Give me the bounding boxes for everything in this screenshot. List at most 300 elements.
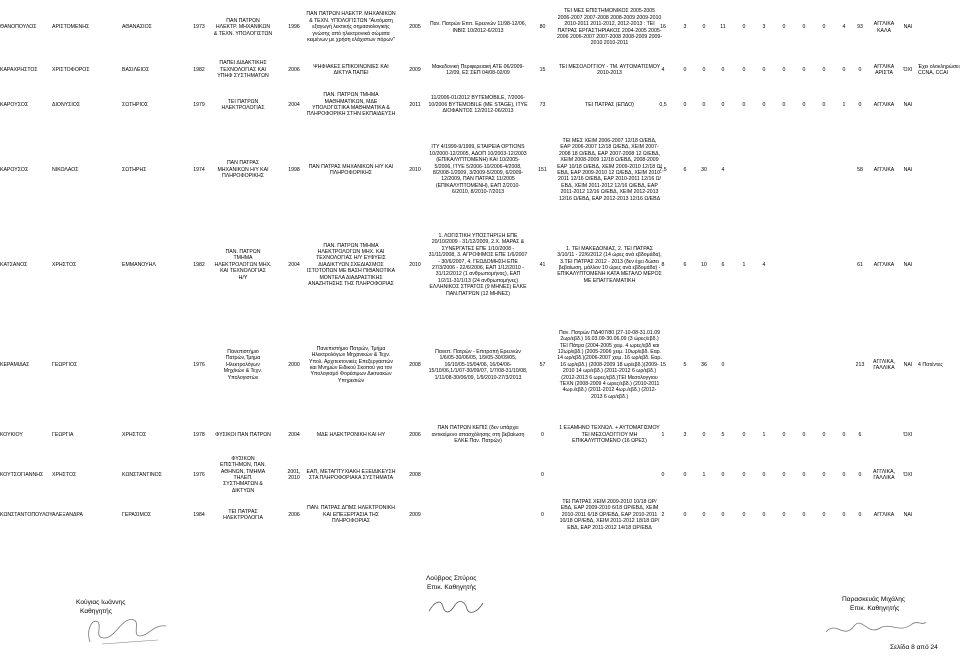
cell-scores-0	[678, 0, 692, 55]
cell-scores-4	[757, 215, 771, 315]
cell-teaching	[557, 415, 662, 455]
cell-teaching	[557, 55, 662, 85]
cell-teaching	[557, 215, 662, 315]
cell-teaching	[557, 85, 662, 125]
cell-text: ΑΡΙΣΤΟΜΕΝΗΣ	[52, 24, 90, 31]
cell-text: 11	[720, 24, 726, 31]
left-signatory-name: Κούγιας Ιωάννης	[76, 599, 126, 606]
cell-scores-8	[837, 125, 851, 215]
cell-scores-3	[737, 315, 751, 415]
cell-text: ΑΓΓΛΙΚΑ	[873, 511, 895, 518]
cell-text: 0	[802, 431, 806, 438]
cell-name	[52, 0, 120, 55]
cell-text: 41	[539, 261, 546, 268]
table-row	[0, 215, 960, 315]
cell-text: ΨΗΦΙΑΚΕΣ ΕΠΙΚΟΙΝΩΝΙΕΣ ΚΑΙ ΔΙΚΤΥΑ ΠΑΠΕΙ	[313, 63, 389, 76]
cell-text: 10	[701, 261, 707, 268]
cell-teaching	[557, 0, 662, 55]
cell-text: ΧΡΗΣΤΟΣ	[122, 431, 147, 438]
cell-text: 0	[742, 101, 746, 108]
cell-text: 4	[842, 24, 846, 31]
cell-teaching_total	[656, 125, 670, 215]
cell-birth_year	[192, 495, 206, 535]
cell-father	[122, 55, 192, 85]
cell-languages	[870, 495, 898, 535]
cell-text: ΓΕΩΡΓΙΟΣ	[52, 361, 78, 368]
cell-text: 2	[661, 511, 665, 518]
cell-text: 2004	[288, 431, 300, 438]
cell-text: 2009	[409, 66, 421, 73]
cell-text: ΘΑΝΟΠΟΥΛΟΣ	[0, 24, 37, 31]
cell-birth_year	[192, 215, 206, 315]
cell-text: ΕΜΜΑΝΟΥΗΛ	[122, 261, 156, 268]
cell-text: 0	[683, 471, 687, 478]
page-number: Σελίδα 8 από 24	[890, 644, 938, 651]
right-signature	[820, 612, 930, 644]
cell-notes	[918, 55, 960, 85]
cell-teaching	[557, 315, 662, 415]
cell-grad	[306, 455, 396, 495]
cell-text: ΚΟΥΤΣΟΓΙΑΝΝΗΣ	[0, 471, 44, 478]
cell-scores-8	[837, 55, 851, 85]
cell-text: ΠΑΝ. ΠΑΤΡΩΝ ΤΜΗΜΑ ΗΛΕΚΤΡΟΛΟΓΩΝ ΜΗΧ. ΚΑΙ ΤΕΧΝΟΛΟΓΙΑΣ Η/Υ	[214, 248, 272, 281]
cell-text: 5	[683, 361, 687, 368]
cell-teaching_total	[656, 85, 670, 125]
cell-text: 0	[702, 101, 706, 108]
cell-father	[122, 0, 192, 55]
cell-text: 0	[742, 471, 746, 478]
cell-text: 0	[721, 471, 725, 478]
cell-surname	[0, 0, 52, 55]
cell-computer	[900, 215, 916, 315]
cell-text: 3	[762, 24, 766, 31]
cell-text: ΚΑΡΟΥΣΟΣ	[0, 101, 29, 108]
cell-teaching	[557, 455, 662, 495]
cell-text: ΝΑΙ	[903, 511, 913, 518]
cell-text: 0	[721, 511, 725, 518]
cell-grad	[306, 215, 396, 315]
cell-text: 0	[762, 66, 766, 73]
cell-scores-3	[737, 0, 751, 55]
cell-text: 0	[802, 471, 806, 478]
cell-text: ΧΡΗΣΤΟΣ	[52, 471, 77, 478]
cell-undergrad_year	[282, 0, 306, 55]
cell-text: ΚΑΡΟΥΣΟΣ	[0, 166, 29, 173]
cell-languages	[870, 455, 898, 495]
cell-text: 6	[683, 261, 687, 268]
cell-undergrad	[206, 0, 280, 55]
cell-text: ΙΤΥ 4/1999-9/1999, ΕΤΑΙΡΕΙΑ OPTIONS 10/2000-12/2005, ΑΔΟΠ 10/2003-12/2003 (ΕΠΙΚΑΛΥΠΤΟΜΕΝΗ) ΚΑΙ 10/2005-5/2006, ΙΤΥΕ 5/2006-10/2006-4/2008, 8/2008-1/2009, 3/2009-5/2009, 6/2009-12/2009, ΠΑΝ ΠΑΤΡΑΣ 11/2005 (ΕΠΙΚΑΛΥΠΤΟΜΕΝΗ), ΕΑΠ 2/2010-6/2010, 8/2010-7/2013	[429, 144, 527, 196]
cell-scores-1	[697, 215, 711, 315]
cell-text: ΚΑΡΑΧΡΗΣΤΟΣ	[0, 66, 38, 73]
cell-scores-2	[716, 85, 730, 125]
cell-computer	[900, 415, 916, 455]
cell-computer	[900, 55, 916, 85]
cell-languages	[870, 415, 898, 455]
cell-text: 0	[661, 471, 665, 478]
cell-birth_year	[192, 55, 206, 85]
cell-text: 0	[822, 66, 826, 73]
cell-text: 0	[802, 511, 806, 518]
cell-total	[851, 315, 869, 415]
cell-text: ΑΓΓΛΙΚΑ, ΓΑΛΛΙΚΑ	[873, 358, 895, 371]
right-signatory-title: Επικ. Καθηγητής	[850, 605, 900, 612]
cell-text: ΌΧΙ	[903, 66, 913, 73]
cell-text: 4	[721, 166, 725, 173]
table-row	[0, 55, 960, 85]
cell-scores-8	[837, 415, 851, 455]
cell-scores-8	[837, 215, 851, 315]
cell-text: 1	[742, 261, 746, 268]
cell-scores-5	[777, 495, 791, 535]
cell-grad	[306, 415, 396, 455]
cell-work_months	[530, 85, 555, 125]
cell-text: ΚΩΝΣΤΑΝΤΟΠΟΥΛΟΥ	[0, 511, 53, 518]
cell-text: 2006	[288, 511, 300, 518]
cell-text: 0	[782, 511, 786, 518]
cell-computer	[900, 455, 916, 495]
cell-work	[428, 0, 528, 55]
cell-text: 2011	[409, 101, 421, 108]
cell-text: ΚΟΥΚΙΟΥ	[0, 431, 23, 438]
cell-surname	[0, 455, 52, 495]
cell-computer	[900, 495, 916, 535]
cell-birth_year	[192, 85, 206, 125]
cell-text: ΝΑΙ	[903, 261, 913, 268]
cell-undergrad_year	[282, 455, 306, 495]
cell-text: 0	[742, 24, 746, 31]
cell-text: ΑΓΓΛΙΚΑ	[873, 261, 895, 268]
cell-text: 0	[683, 101, 687, 108]
cell-scores-0	[678, 215, 692, 315]
cell-work	[428, 55, 528, 85]
cell-text: 2001, 2010	[287, 468, 301, 481]
cell-grad	[306, 85, 396, 125]
cell-text: 2006	[409, 431, 421, 438]
cell-total	[851, 495, 869, 535]
cell-text: 1. ΤΕΙ ΜΑΚΕΔΟΝΙΑΣ, 2. ΤΕΙ ΠΑΤΡΑΣ 3/10/11 - 22/6/2012 (14 ώρες ανά εβδομάδα), 3.ΤΕΙ ΠΑΤΡΑΣ 2012 - 2013 (δεν έχει δώσει βεβαίωση, μάλλον 10 ώρες ανά εβδομάδα) - ΕΠΙΚΑΛΥΠΤΟΜΕΝΗ ΚΑΤΑ ΜΕΓΑΛΟ ΜΕΡΟΣ ΜΕ ΕΠΑΓΓΕΛΜΑΤΙΚΗ	[557, 245, 662, 284]
cell-scores-2	[716, 215, 730, 315]
cell-text: 1982	[193, 66, 205, 73]
cell-text: Πανεπ. Πατρών - Επιτροπή Ερευνών 1/6/05-30/06/05, 1/9/05-30/09/05, 16/10/05-15/04/06, 16/04/06-15/10/06,1/1/07-30/09/07, 1/7/08-31/10/08, 1/11/08-30/06/09, 1/9/2010-27/3/2013	[428, 348, 528, 381]
cell-scores-8	[837, 315, 851, 415]
cell-total	[851, 455, 869, 495]
table-row	[0, 495, 960, 535]
cell-text: ΠΑΝ. ΠΑΤΡΩΝ ΤΜΗΜΑ ΜΑΘΗΜΑΤΙΚΩΝ, ΜΔΕ ΥΠΟΛΟΓΙΣΤΙΚΑ ΜΑΘΗΜΑΤΙΚΑ & ΠΛΗΡΟΦΟΡΙΚΗ ΣΤΗΝ ΕΚΠΑΙΔΕΥΣΗ	[306, 92, 396, 118]
cell-undergrad	[206, 315, 280, 415]
cell-text: 0	[702, 511, 706, 518]
cell-text: 1	[842, 101, 846, 108]
cell-text: 7,5	[659, 166, 667, 173]
cell-name	[52, 495, 120, 535]
cell-text: 4 Πατέντες	[918, 361, 943, 368]
cell-grad	[306, 495, 396, 535]
cell-text: 0	[782, 24, 786, 31]
cell-text: ΧΡΙΣΤΟΦΟΡΟΣ	[52, 66, 90, 73]
cell-text: 57	[539, 361, 546, 368]
cell-text: 0	[822, 511, 826, 518]
cell-text: 0	[541, 511, 544, 518]
cell-scores-8	[837, 495, 851, 535]
cell-text: 0	[683, 66, 687, 73]
cell-scores-5	[777, 215, 791, 315]
cell-text: 1979	[193, 101, 205, 108]
cell-scores-3	[737, 215, 751, 315]
cell-text: ΤΕΙ ΠΑΤΡΑΣ ΧΕΙΜ 2009-2010 10/18 ΩΡ/ΕΒΔ, ΕΑΡ 2009-2010 6/18 ΩΡ/ΕΒΔ, ΧΕΙΜ 2010-2011 6/18 ΩΡ/ΕΒΔ, ΕΑΡ 2010-2011 10/18 ΩΡ/ΕΒΔ, ΧΕΙΜ 2011-2012 18/18 ΩΡ/ΕΒΔ, ΕΑΡ 2011-2012 14/18 ΩΡ/ΕΒΔ	[559, 498, 660, 531]
cell-text: ΝΑΙ	[903, 101, 913, 108]
cell-teaching_total	[656, 315, 670, 415]
center-signature	[425, 595, 495, 619]
cell-scores-2	[716, 55, 730, 85]
cell-undergrad	[206, 125, 280, 215]
cell-text: ΑΓΓΛΙΚΑ ΚΑΛΑ	[873, 21, 895, 34]
cell-work	[428, 315, 528, 415]
cell-grad	[306, 315, 396, 415]
table-row	[0, 85, 960, 125]
cell-text: ΑΛΕΞΑΝΔΡΑ	[52, 511, 83, 518]
cell-work_months	[530, 415, 555, 455]
cell-text: ΚΑΤΣΑΝΟΣ	[0, 261, 28, 268]
cell-scores-0	[678, 85, 692, 125]
cell-text: 0	[762, 511, 766, 518]
cell-father	[122, 215, 192, 315]
cell-undergrad	[206, 85, 280, 125]
cell-scores-5	[777, 55, 791, 85]
cell-text: ΤΕΙ ΠΑΤΡΑΣ (ΕΠΔΟ)	[585, 101, 634, 108]
cell-scores-2	[716, 495, 730, 535]
cell-text: 0	[742, 431, 746, 438]
cell-work_months	[530, 215, 555, 315]
cell-text: 1	[762, 431, 766, 438]
cell-scores-4	[757, 315, 771, 415]
cell-text: 213	[855, 361, 865, 368]
cell-text: 93	[857, 24, 863, 31]
cell-text: 0	[782, 66, 786, 73]
cell-text: ΣΩΤΗΡΙΟΣ	[122, 101, 149, 108]
cell-undergrad_year	[282, 215, 306, 315]
cell-computer	[900, 0, 916, 55]
cell-father	[122, 495, 192, 535]
cell-scores-6	[797, 315, 811, 415]
cell-scores-7	[817, 495, 831, 535]
cell-work_months	[530, 0, 555, 55]
cell-text: ΝΑΙ	[903, 361, 913, 368]
cell-languages	[870, 55, 898, 85]
cell-scores-3	[737, 495, 751, 535]
cell-text: ΤΕΙ ΜΕΣ ΕΠΙΣΤΗΜΟΝΙΚΟΣ 2005-2005 2006-2007 2007-2008 2008-2009 2009-2010 2010-2011 2011-2012, 2012-2013 : ΤΕΙ ΠΑΤΡΑΣ ΕΡΓΑΣΤΗΡΙΑΚΟΣ 2004-2005 2005-2006 2006-2007 2007-2008 2008-2009 2009-2010 2010-2011	[557, 8, 662, 47]
cell-scores-6	[797, 455, 811, 495]
cell-teaching	[557, 125, 662, 215]
cell-text: ΜΔΕ ΗΛΕΚΤΡΟΝΙΚΗ ΚΑΙ ΗΥ	[316, 431, 386, 438]
cell-text: 0	[702, 431, 706, 438]
cell-total	[851, 0, 869, 55]
cell-text: Έχει ολοκληρώσει CCNA, CCAI	[918, 63, 960, 76]
cell-birth_year	[192, 415, 206, 455]
cell-text: 1	[661, 431, 665, 438]
cell-text: 0	[742, 511, 746, 518]
cell-text: 80	[539, 24, 546, 31]
cell-teaching_total	[656, 215, 670, 315]
cell-work_months	[530, 55, 555, 85]
cell-text: 0	[762, 101, 766, 108]
cell-text: 0	[702, 24, 706, 31]
cell-text: 1982	[193, 261, 205, 268]
cell-scores-2	[716, 0, 730, 55]
cell-scores-2	[716, 415, 730, 455]
cell-text: 36	[701, 361, 707, 368]
cell-text: 0,5	[659, 101, 667, 108]
cell-text: 0	[858, 101, 862, 108]
cell-text: ΠΑΝ ΠΑΤΡΩΝ ΗΛΕΚΤΡ. ΜΗΧΑΝΙΚΩΝ & ΤΕΧΝ. ΥΠΟΛΟΓΙΣΤΩΝ "Αυτόματη εξαγωγή λεκτικής σημασιολογικής γνώσης από ηλεκτρονικά σώματα κειμένων με χρήση ελάχιστων πόρων"	[306, 11, 396, 44]
cell-text: 0	[842, 431, 846, 438]
cell-text: 1976	[193, 361, 205, 368]
cell-text: 0	[822, 24, 826, 31]
cell-text: ΌΧΙ	[903, 431, 913, 438]
cell-total	[851, 85, 869, 125]
cell-text: 0	[822, 471, 826, 478]
cell-text: 2006	[288, 66, 300, 73]
cell-text: 0	[782, 431, 786, 438]
cell-work	[428, 455, 528, 495]
cell-text: 0	[802, 24, 806, 31]
cell-work_months	[530, 315, 555, 415]
cell-languages	[870, 315, 898, 415]
cell-text: ΚΕΡΑΜΙΔΑΣ	[0, 361, 30, 368]
cell-text: 2000	[288, 361, 300, 368]
cell-text: 2004	[288, 261, 300, 268]
cell-text: 8	[661, 261, 665, 268]
cell-surname	[0, 495, 52, 535]
cell-scores-1	[697, 415, 711, 455]
cell-text: ΚΩΝΣΤΑΝΤΙΝΟΣ	[122, 471, 162, 478]
cell-text: ΠΑΝ ΠΑΤΡΩΝ ΚΕΠΙΣ (δεν υπάρχει αντικείμενο απασχόλησης στη βεβαίωση ΕΛΚΕ Παν. Πατρών)	[431, 425, 525, 445]
cell-birth_year	[192, 125, 206, 215]
cell-scores-7	[817, 415, 831, 455]
cell-text: 1. ΛΟΓΙΣΤΙΚΗ ΥΠΟΣΤΗΡΙΞΗ ΕΠΕ 20/10/2009 - 31/12/2009, 2.Χ. ΜΑΡΑΣ & ΣΥΝΕΡΓΑΤΕΣ ΕΠΕ 1/10/2008 - 31/11/2008, 3. ΑΓΡΟΦΙΜΟΣ ΕΠΕ 1/6/2007 - 30/6/2007, 4. ΓΕΩΔΟΜΗΣΗ ΕΠΕ 27/3/2006 - 22/6/2006, ΕΑΠ 1/12/2010 - 31/12/2012 (1 ανθρωπομήνας), ΕΑΠ 1/2/11-31/1/13 (24 ανθρωπομήνες) ΕΛΛΗΝΙΚΟΣ ΣΤΡΑΤΟΣ (9 ΜΗΝΕΣ) ΕΛΚΕ ΠΑΝ.ΠΑΤΡΩΝ (12 ΜΗΝΕΣ)	[428, 232, 528, 297]
cell-scores-1	[697, 315, 711, 415]
cell-text: 0	[802, 66, 806, 73]
cell-notes	[918, 495, 960, 535]
cell-computer	[900, 125, 916, 215]
cell-text: 16	[660, 24, 666, 31]
cell-text: 58	[857, 166, 863, 173]
cell-scores-3	[737, 415, 751, 455]
cell-scores-7	[817, 0, 831, 55]
cell-work	[428, 495, 528, 535]
cell-scores-5	[777, 315, 791, 415]
cell-father	[122, 125, 192, 215]
cell-scores-6	[797, 125, 811, 215]
table-row	[0, 125, 960, 215]
cell-text: 15	[539, 66, 546, 73]
cell-scores-8	[837, 455, 851, 495]
cell-teaching_total	[656, 415, 670, 455]
cell-text: 4	[762, 261, 766, 268]
cell-scores-0	[678, 415, 692, 455]
cell-surname	[0, 55, 52, 85]
cell-text: 0	[822, 101, 826, 108]
cell-work_months	[530, 455, 555, 495]
cell-undergrad_year	[282, 315, 306, 415]
cell-text: ΑΘΑΝΑΣΙΟΣ	[122, 24, 152, 31]
cell-scores-4	[757, 85, 771, 125]
cell-name	[52, 415, 120, 455]
cell-text: 0	[721, 66, 725, 73]
cell-text: ΧΡΗΣΤΟΣ	[52, 261, 77, 268]
cell-text: 3	[683, 24, 687, 31]
cell-work	[428, 125, 528, 215]
cell-text: ΒΑΣΙΛΕΙΟΣ	[122, 66, 150, 73]
cell-teaching_total	[656, 55, 670, 85]
cell-text: 0	[782, 101, 786, 108]
cell-text: 2010	[409, 261, 421, 268]
cell-text: 2009	[409, 511, 421, 518]
cell-scores-6	[797, 0, 811, 55]
cell-text: ΑΓΓΛΙΚΑ ΑΡΙΣΤΑ	[873, 63, 895, 76]
cell-text: 2008	[409, 361, 421, 368]
cell-text: ΓΕΩΡΓΙΑ	[52, 431, 74, 438]
cell-notes	[918, 215, 960, 315]
cell-scores-0	[678, 495, 692, 535]
cell-scores-7	[817, 85, 831, 125]
cell-text: ΝΑΙ	[903, 166, 913, 173]
cell-birth_year	[192, 0, 206, 55]
cell-text: ΤΕΙ ΜΕΣΟΛΟΓΓΙΟΥ - ΤΜ. ΑΥΤΟΜΑΤΙΣΜΟΥ 2010-2013	[558, 63, 661, 76]
cell-languages	[870, 85, 898, 125]
cell-name	[52, 85, 120, 125]
cell-text: 0	[842, 66, 846, 73]
table-row	[0, 315, 960, 415]
cell-text: ΦΥΣΙΚΟΙ ΠΑΝ ΠΑΤΡΩΝ	[215, 431, 271, 438]
cell-undergrad	[206, 215, 280, 315]
cell-notes	[918, 85, 960, 125]
cell-total	[851, 215, 869, 315]
cell-surname	[0, 315, 52, 415]
cell-text: 5	[721, 431, 725, 438]
cell-scores-3	[737, 455, 751, 495]
cell-teaching_total	[656, 455, 670, 495]
cell-scores-1	[697, 125, 711, 215]
cell-notes	[918, 315, 960, 415]
cell-total	[851, 125, 869, 215]
cell-scores-0	[678, 125, 692, 215]
cell-text: 0	[742, 66, 746, 73]
cell-scores-5	[777, 455, 791, 495]
cell-teaching	[557, 495, 662, 535]
cell-text: Παν. Πατρών Επιτ. Ερευνών 11/98-12/06, ΙΝΒΙΣ 10/2012-6/2013	[429, 21, 527, 34]
cell-undergrad_year	[282, 495, 306, 535]
cell-scores-5	[777, 415, 791, 455]
cell-scores-0	[678, 315, 692, 415]
table-row	[0, 455, 960, 495]
cell-text: Μακεδονική Περιφερειακή ΑΤΕ 06/2009-12/09, ΕΣ ΣΕΠ 04/08-02/09	[431, 63, 525, 76]
cell-text: 0	[822, 431, 826, 438]
cell-text: 0	[858, 471, 862, 478]
cell-undergrad_year	[282, 55, 306, 85]
cell-text: 1998	[288, 166, 300, 173]
cell-notes	[918, 455, 960, 495]
cell-scores-2	[716, 125, 730, 215]
cell-grad	[306, 125, 396, 215]
cell-text: 6	[721, 261, 725, 268]
cell-scores-4	[757, 455, 771, 495]
cell-scores-2	[716, 315, 730, 415]
cell-text: ΝΑΙ	[903, 24, 913, 31]
cell-text: ΑΓΓΛΙΚΑ	[873, 101, 895, 108]
right-signatory-name: Παρασκευάς Μιχάλης	[842, 596, 906, 603]
cell-scores-6	[797, 215, 811, 315]
cell-grad	[306, 55, 396, 85]
